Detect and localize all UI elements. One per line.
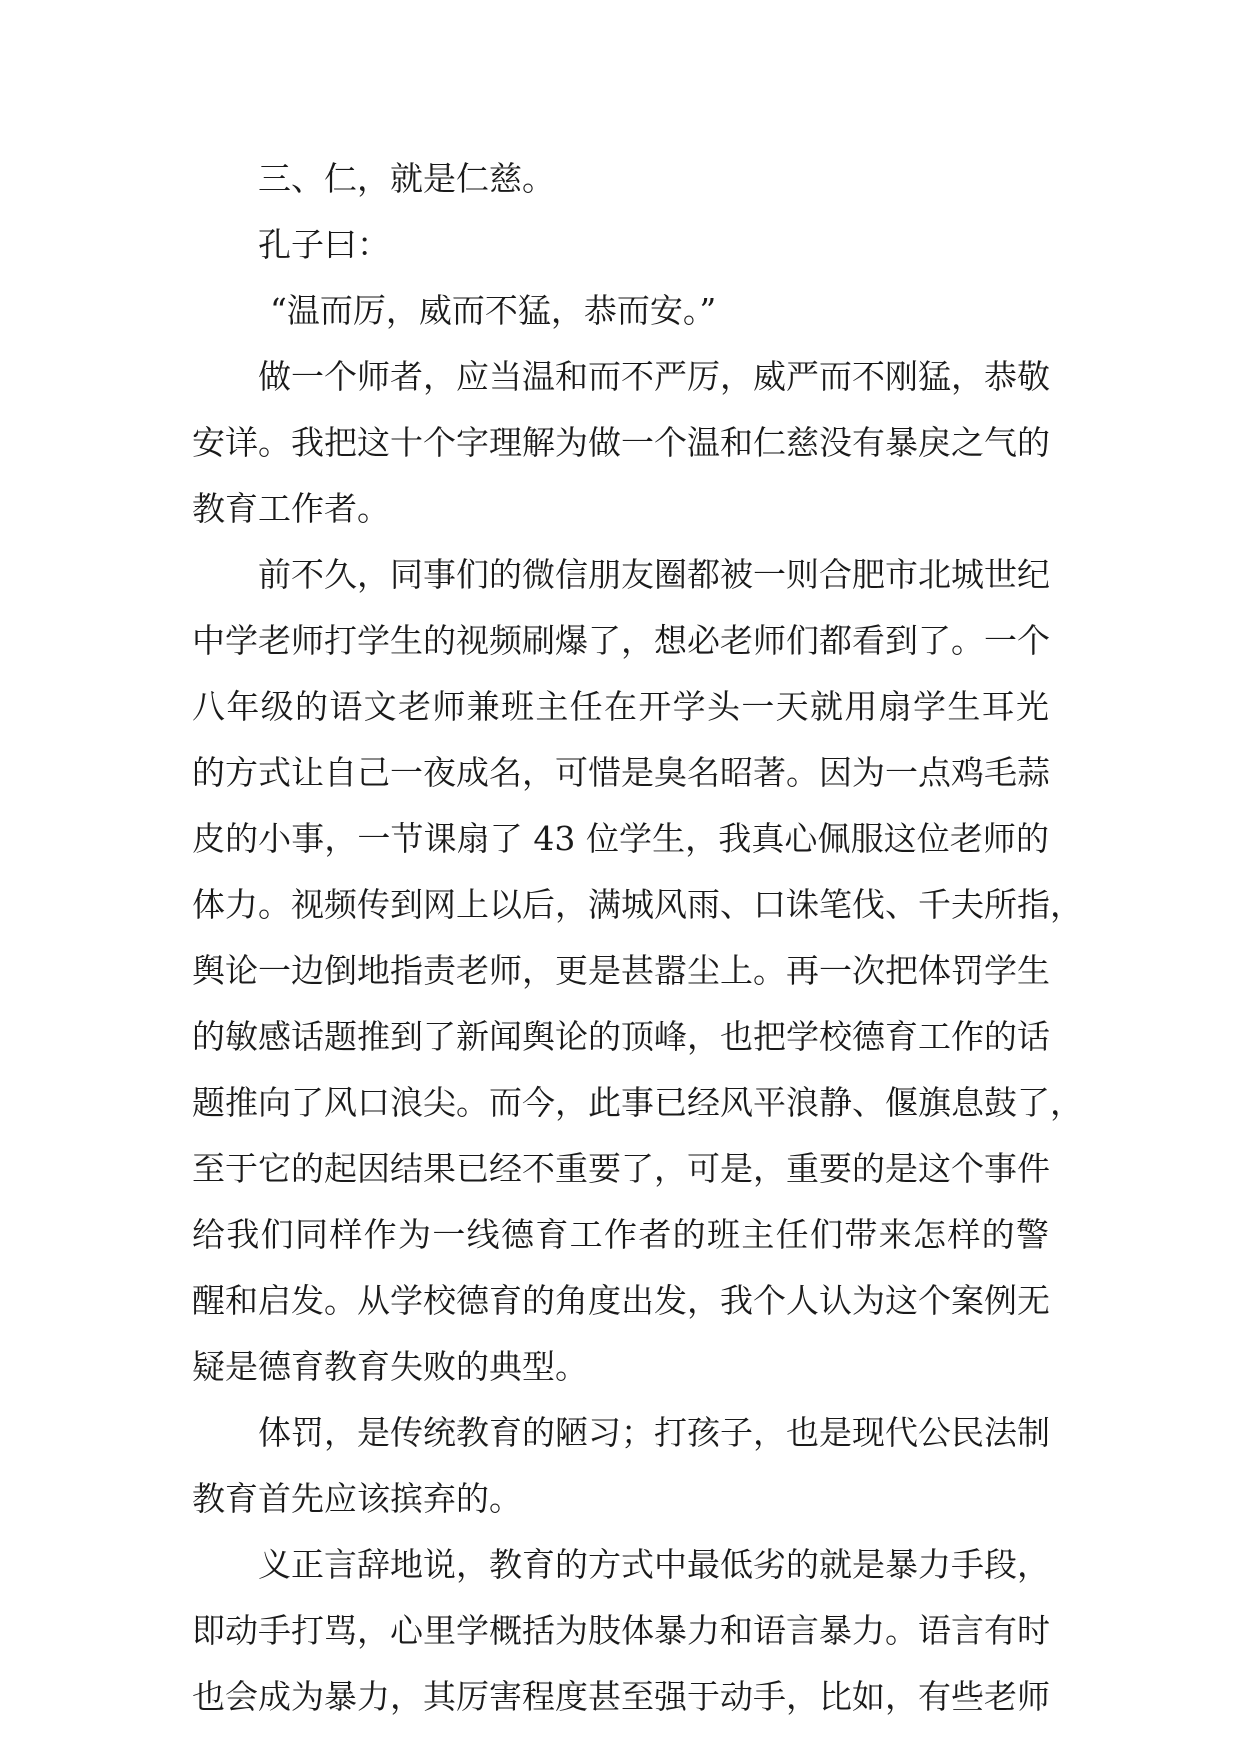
text-line: 八年级的语文老师兼班主任在开学头一天就用扇学生耳光 — [192, 687, 1049, 726]
text-line: 给我们同样作为一线德育工作者的班主任们带来怎样的警 — [192, 1215, 1049, 1254]
text-line: 做一个师者，应当温和而不严厉，威严而不刚猛，恭敬 — [258, 357, 1050, 396]
text-line: 疑是德育教育失败的典型。 — [192, 1347, 588, 1386]
text-line: 即动手打骂，心里学概括为肢体暴力和语言暴力。语言有时 — [192, 1611, 1050, 1650]
text-line: 也会成为暴力，其厉害程度甚至强于动手，比如，有些老师 — [192, 1677, 1050, 1716]
text-line: 前不久，同事们的微信朋友圈都被一则合肥市北城世纪 — [258, 555, 1050, 594]
text-line: 义正言辞地说，教育的方式中最低劣的就是暴力手段， — [258, 1545, 1050, 1584]
text-line: 体力。视频传到网上以后，满城风雨、口诛笔伐、千夫所指， — [192, 885, 1083, 924]
text-line: 体罚，是传统教育的陋习；打孩子，也是现代公民法制 — [258, 1413, 1050, 1452]
text-line: 孔子曰： — [258, 225, 390, 264]
text-line: 中学老师打学生的视频刷爆了，想必老师们都看到了。一个 — [192, 621, 1050, 660]
text-line: 的方式让自己一夜成名，可惜是臭名昭著。因为一点鸡毛蒜 — [192, 753, 1050, 792]
text-line: 安详。我把这十个字理解为做一个温和仁慈没有暴戾之气的 — [192, 423, 1050, 462]
text-line: 皮的小事，一节课扇了 43 位学生，我真心佩服这位老师的 — [192, 819, 1049, 858]
quote-line: “温而厉，威而不猛，恭而安。” — [270, 291, 717, 330]
document-page — [192, 159, 1083, 1744]
text-line: 醒和启发。从学校德育的角度出发，我个人认为这个案例无 — [192, 1281, 1050, 1320]
text-line: 至于它的起因结果已经不重要了，可是，重要的是这个事件 — [192, 1149, 1050, 1188]
text-line: 教育首先应该摈弃的。 — [192, 1479, 522, 1518]
text-line: 舆论一边倒地指责老师，更是甚嚣尘上。再一次把体罚学生 — [192, 951, 1050, 990]
text-line: 题推向了风口浪尖。而今，此事已经风平浪静、偃旗息鼓了， — [192, 1083, 1083, 1122]
text-line: 的敏感话题推到了新闻舆论的顶峰，也把学校德育工作的话 — [192, 1017, 1050, 1056]
text-line: 教育工作者。 — [192, 489, 390, 528]
heading-line: 三、仁，就是仁慈。 — [258, 159, 555, 198]
